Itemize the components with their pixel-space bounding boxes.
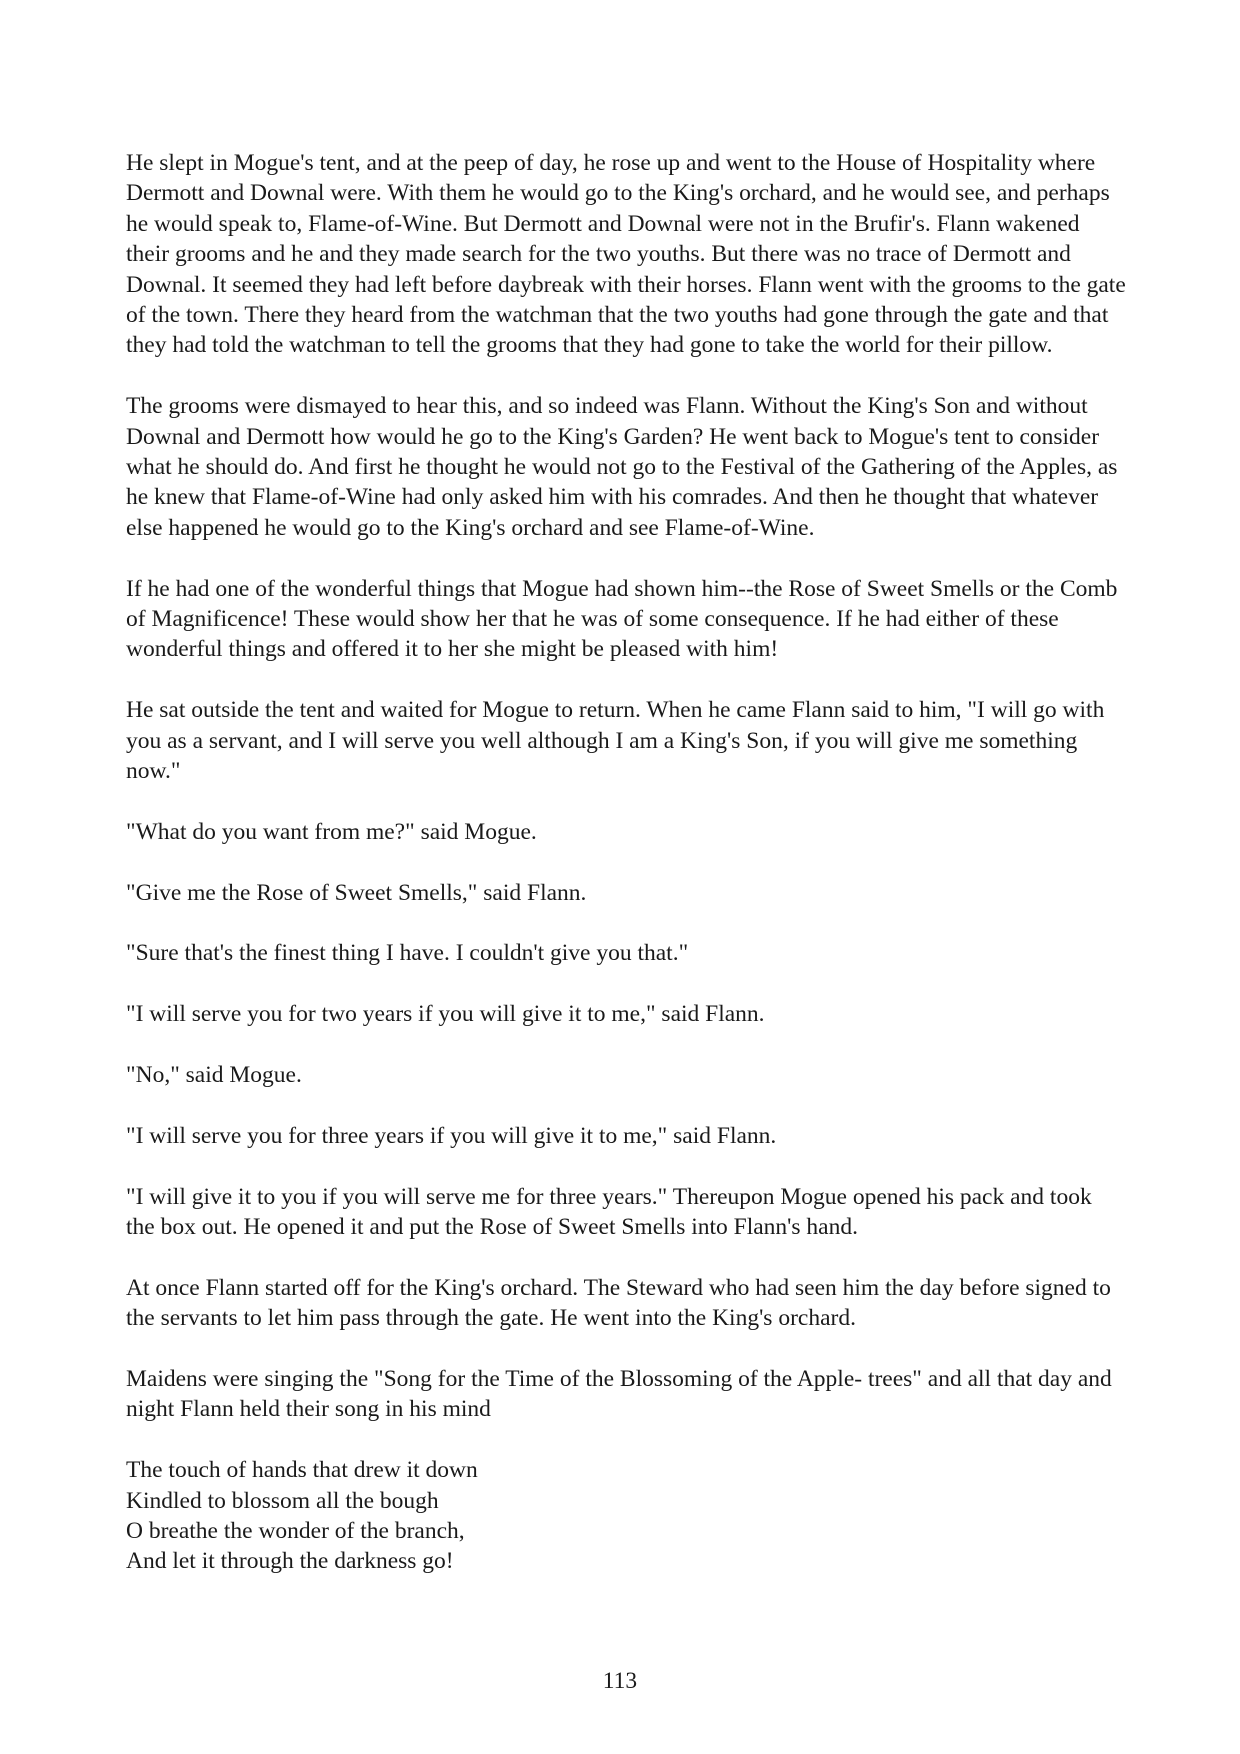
- paragraph: At once Flann started off for the King's orchard. The Steward who had seen him the day before signed to the servants to let him pass through the gate. He went into the King's orchard.: [126, 1274, 1111, 1332]
- page-body: [126, 148, 1126, 1577]
- verse-line: O breathe the wonder of the branch,: [126, 1518, 465, 1545]
- paragraph: "Give me the Rose of Sweet Smells," said Flann.: [126, 879, 587, 906]
- paragraph: The grooms were dismayed to hear this, and so indeed was Flann. Without the King's Son and without Downal and Dermott how would he go to the King's Garden? He went back to Mogue's tent to consider what he should do. And first he thought he would not go to the Festival of the Gathering of the Apples, as he knew that Flame-of-Wine had only asked him with his comrades. And then he thought that whatever else happened he would go to the King's orchard and see Flame-of-Wine.: [126, 393, 1118, 541]
- paragraph: "Sure that's the finest thing I have. I couldn't give you that.": [126, 940, 689, 967]
- paragraph: "I will serve you for two years if you will give it to me," said Flann.: [126, 1001, 765, 1028]
- paragraph: He slept in Mogue's tent, and at the peep of day, he rose up and went to the House of Hospitality where Dermott and Downal were. With them he would go to the King's orchard, and he would see, and perhaps he would speak to, Flame-of-Wine. But Dermott and Downal were not in the Brufir's. Flann wakened their grooms and he and they made search for the two youths. But there was no trace of Dermott and Downal. It seemed they had left before daybreak with their horses. Flann went with the grooms to the gate of the town. There they heard from the watchman that the two youths had gone through the gate and that they had told the watchman to tell the grooms that they had gone to take the world for their pillow.: [126, 150, 1126, 359]
- paragraph: "What do you want from me?" said Mogue.: [126, 818, 537, 845]
- verse-stanza: [126, 1455, 1126, 1577]
- page-number: 113: [602, 1668, 638, 1694]
- verse-line: The touch of hands that drew it down: [126, 1457, 478, 1484]
- verse-line: And let it through the darkness go!: [126, 1548, 454, 1575]
- paragraph: If he had one of the wonderful things that Mogue had shown him--the Rose of Sweet Smells or the Comb of Magnificence! These would show her that he was of some consequence. If he had either of these wonderful things and offered it to her she might be pleased with him!: [126, 575, 1118, 663]
- paragraph: He sat outside the tent and waited for Mogue to return. When he came Flann said to him, "I will go with you as a servant, and I will serve you well although I am a King's Son, if you will give me something now.": [126, 697, 1105, 785]
- verse-line: Kindled to blossom all the bough: [126, 1487, 439, 1514]
- paragraph: Maidens were singing the "Song for the Time of the Blossoming of the Apple- trees" and all that day and night Flann held their song in his mind: [126, 1366, 1112, 1423]
- paragraph: "I will give it to you if you will serve me for three years." Thereupon Mogue opened his pack and took the box out. He opened it and put the Rose of Sweet Smells into Flann's hand.: [126, 1183, 1092, 1241]
- paragraph: "I will serve you for three years if you will give it to me," said Flann.: [126, 1122, 777, 1149]
- paragraph: "No," said Mogue.: [126, 1062, 302, 1089]
